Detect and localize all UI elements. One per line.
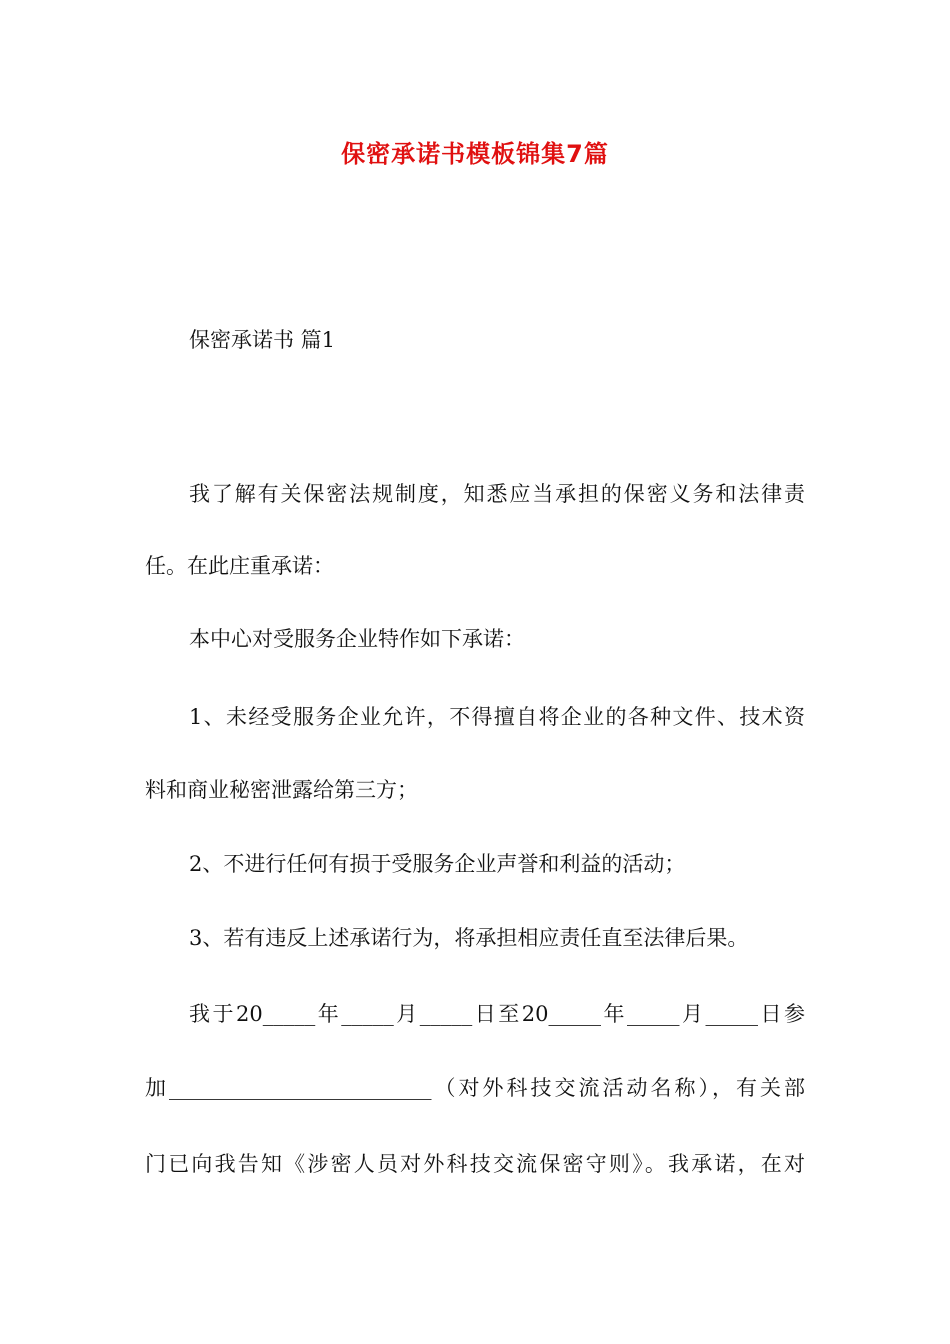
list-item-line: 2、不进行任何有损于受服务企业声誉和利益的活动；: [189, 852, 686, 876]
paragraph-line: 本中心对受服务企业特作如下承诺：: [189, 627, 525, 651]
list-item-line: 3、若有违反上述承诺行为，将承担相应责任直至法律后果。: [189, 926, 749, 950]
paragraph-line: 门已向我告知《涉密人员对外科技交流保密守则》。我承诺，在对: [145, 1152, 805, 1176]
paragraph-line: 任。在此庄重承诺：: [145, 554, 334, 578]
paragraph-line: 我于20_____年_____月_____日至20_____年_____月_____日参: [189, 1002, 805, 1026]
section-heading: 保密承诺书 篇1: [189, 328, 336, 352]
document-title: 保密承诺书模板锦集7篇: [341, 140, 609, 168]
paragraph-line: 加_________________________（对外科技交流活动名称），有关部: [145, 1076, 805, 1100]
paragraph-line: 我了解有关保密法规制度，知悉应当承担的保密义务和法律责: [189, 482, 805, 506]
list-item-line: 料和商业秘密泄露给第三方；: [145, 778, 418, 802]
list-item-line: 1、未经受服务企业允许，不得擅自将企业的各种文件、技术资: [189, 705, 805, 729]
